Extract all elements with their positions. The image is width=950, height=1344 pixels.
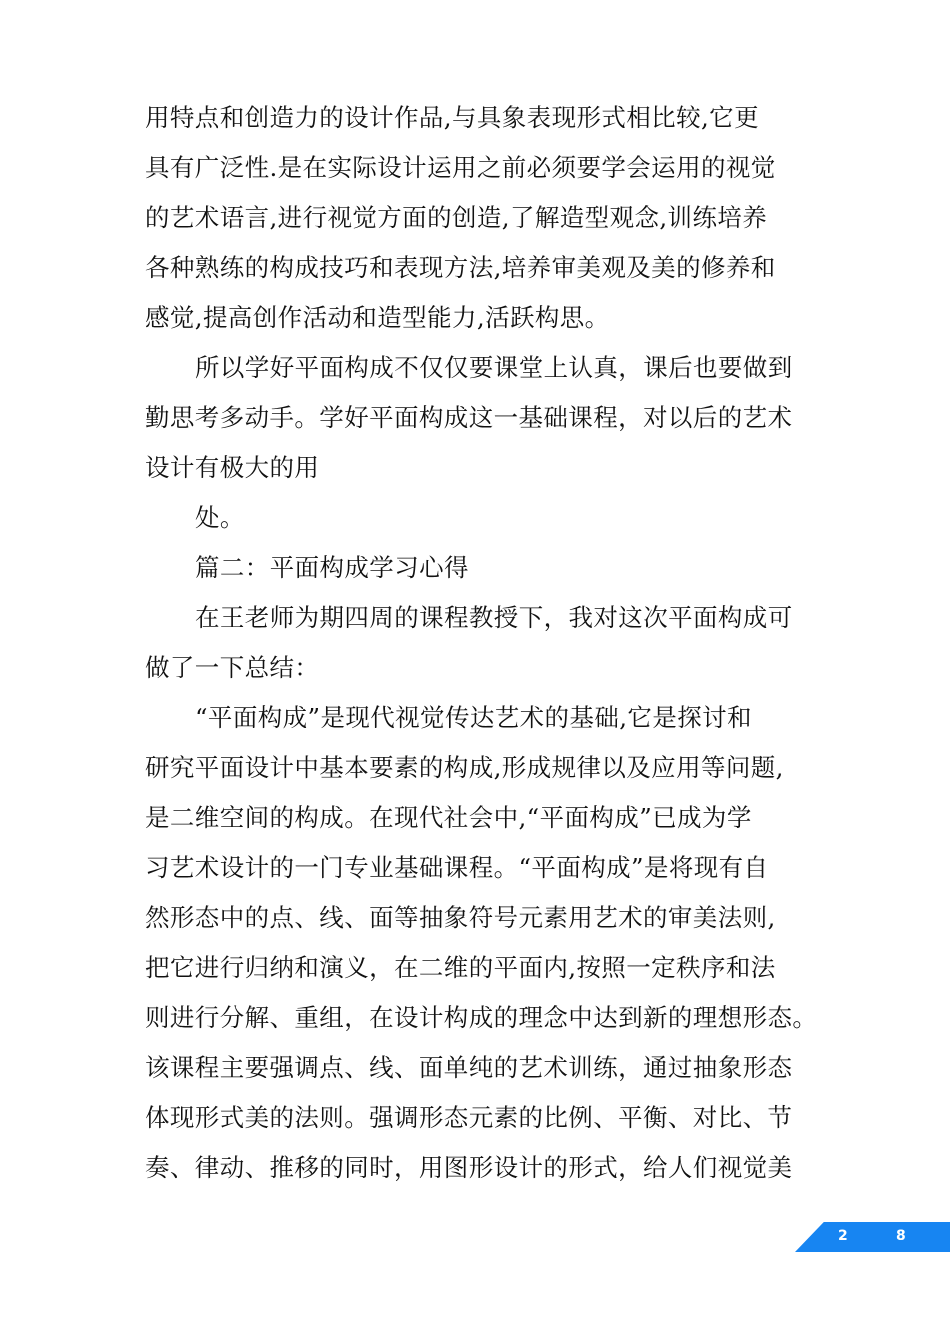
text-line: 篇二：平面构成学习心得 — [195, 553, 469, 582]
text-line: 勤思考多动手。学好平面构成这一基础课程，对以后的艺术 — [145, 403, 793, 432]
text-line: 用特点和创造力的设计作品,与具象表现形式相比较,它更 — [145, 103, 759, 132]
page-number: 2 — [838, 1228, 848, 1244]
text-line: 感觉,提高创作活动和造型能力,活跃构思。 — [145, 303, 610, 332]
text-line: 处。 — [195, 503, 245, 532]
text-line: 习艺术设计的一门专业基础课程。“平面构成”是将现有自 — [145, 853, 769, 882]
text-line: 研究平面设计中基本要素的构成,形成规律以及应用等问题, — [145, 753, 784, 782]
text-line: 然形态中的点、线、面等抽象符号元素用艺术的审美法则, — [145, 903, 776, 932]
text-line: 各种熟练的构成技巧和表现方法,培养审美观及美的修养和 — [145, 253, 776, 282]
text-line: 是二维空间的构成。在现代社会中,“平面构成”已成为学 — [145, 803, 752, 832]
page-number-banner — [795, 1222, 950, 1252]
text-line: 该课程主要强调点、线、面单纯的艺术训练，通过抽象形态 — [145, 1053, 793, 1082]
text-line: 体现形式美的法则。强调形态元素的比例、平衡、对比、节 — [145, 1103, 793, 1132]
text-line: 把它进行归纳和演义，在二维的平面内,按照一定秩序和法 — [145, 953, 776, 982]
text-line: 奏、律动、推移的同时，用图形设计的形式，给人们视觉美 — [145, 1153, 793, 1182]
text-line: 则进行分解、重组，在设计构成的理念中达到新的理想形态。 — [145, 1003, 818, 1032]
text-line: “平面构成”是现代视觉传达艺术的基础,它是探讨和 — [195, 703, 752, 732]
text-line: 在王老师为期四周的课程教授下，我对这次平面构成可 — [195, 603, 793, 632]
text-line: 的艺术语言,进行视觉方面的创造,了解造型观念,训练培养 — [145, 203, 768, 232]
text-line: 设计有极大的用 — [145, 453, 320, 482]
text-line: 所以学好平面构成不仅仅要课堂上认真，课后也要做到 — [195, 353, 793, 382]
text-line: 具有广泛性.是在实际设计运用之前必须要学会运用的视觉 — [145, 153, 776, 182]
page-total: 8 — [896, 1228, 906, 1244]
text-line: 做了一下总结： — [145, 653, 320, 682]
